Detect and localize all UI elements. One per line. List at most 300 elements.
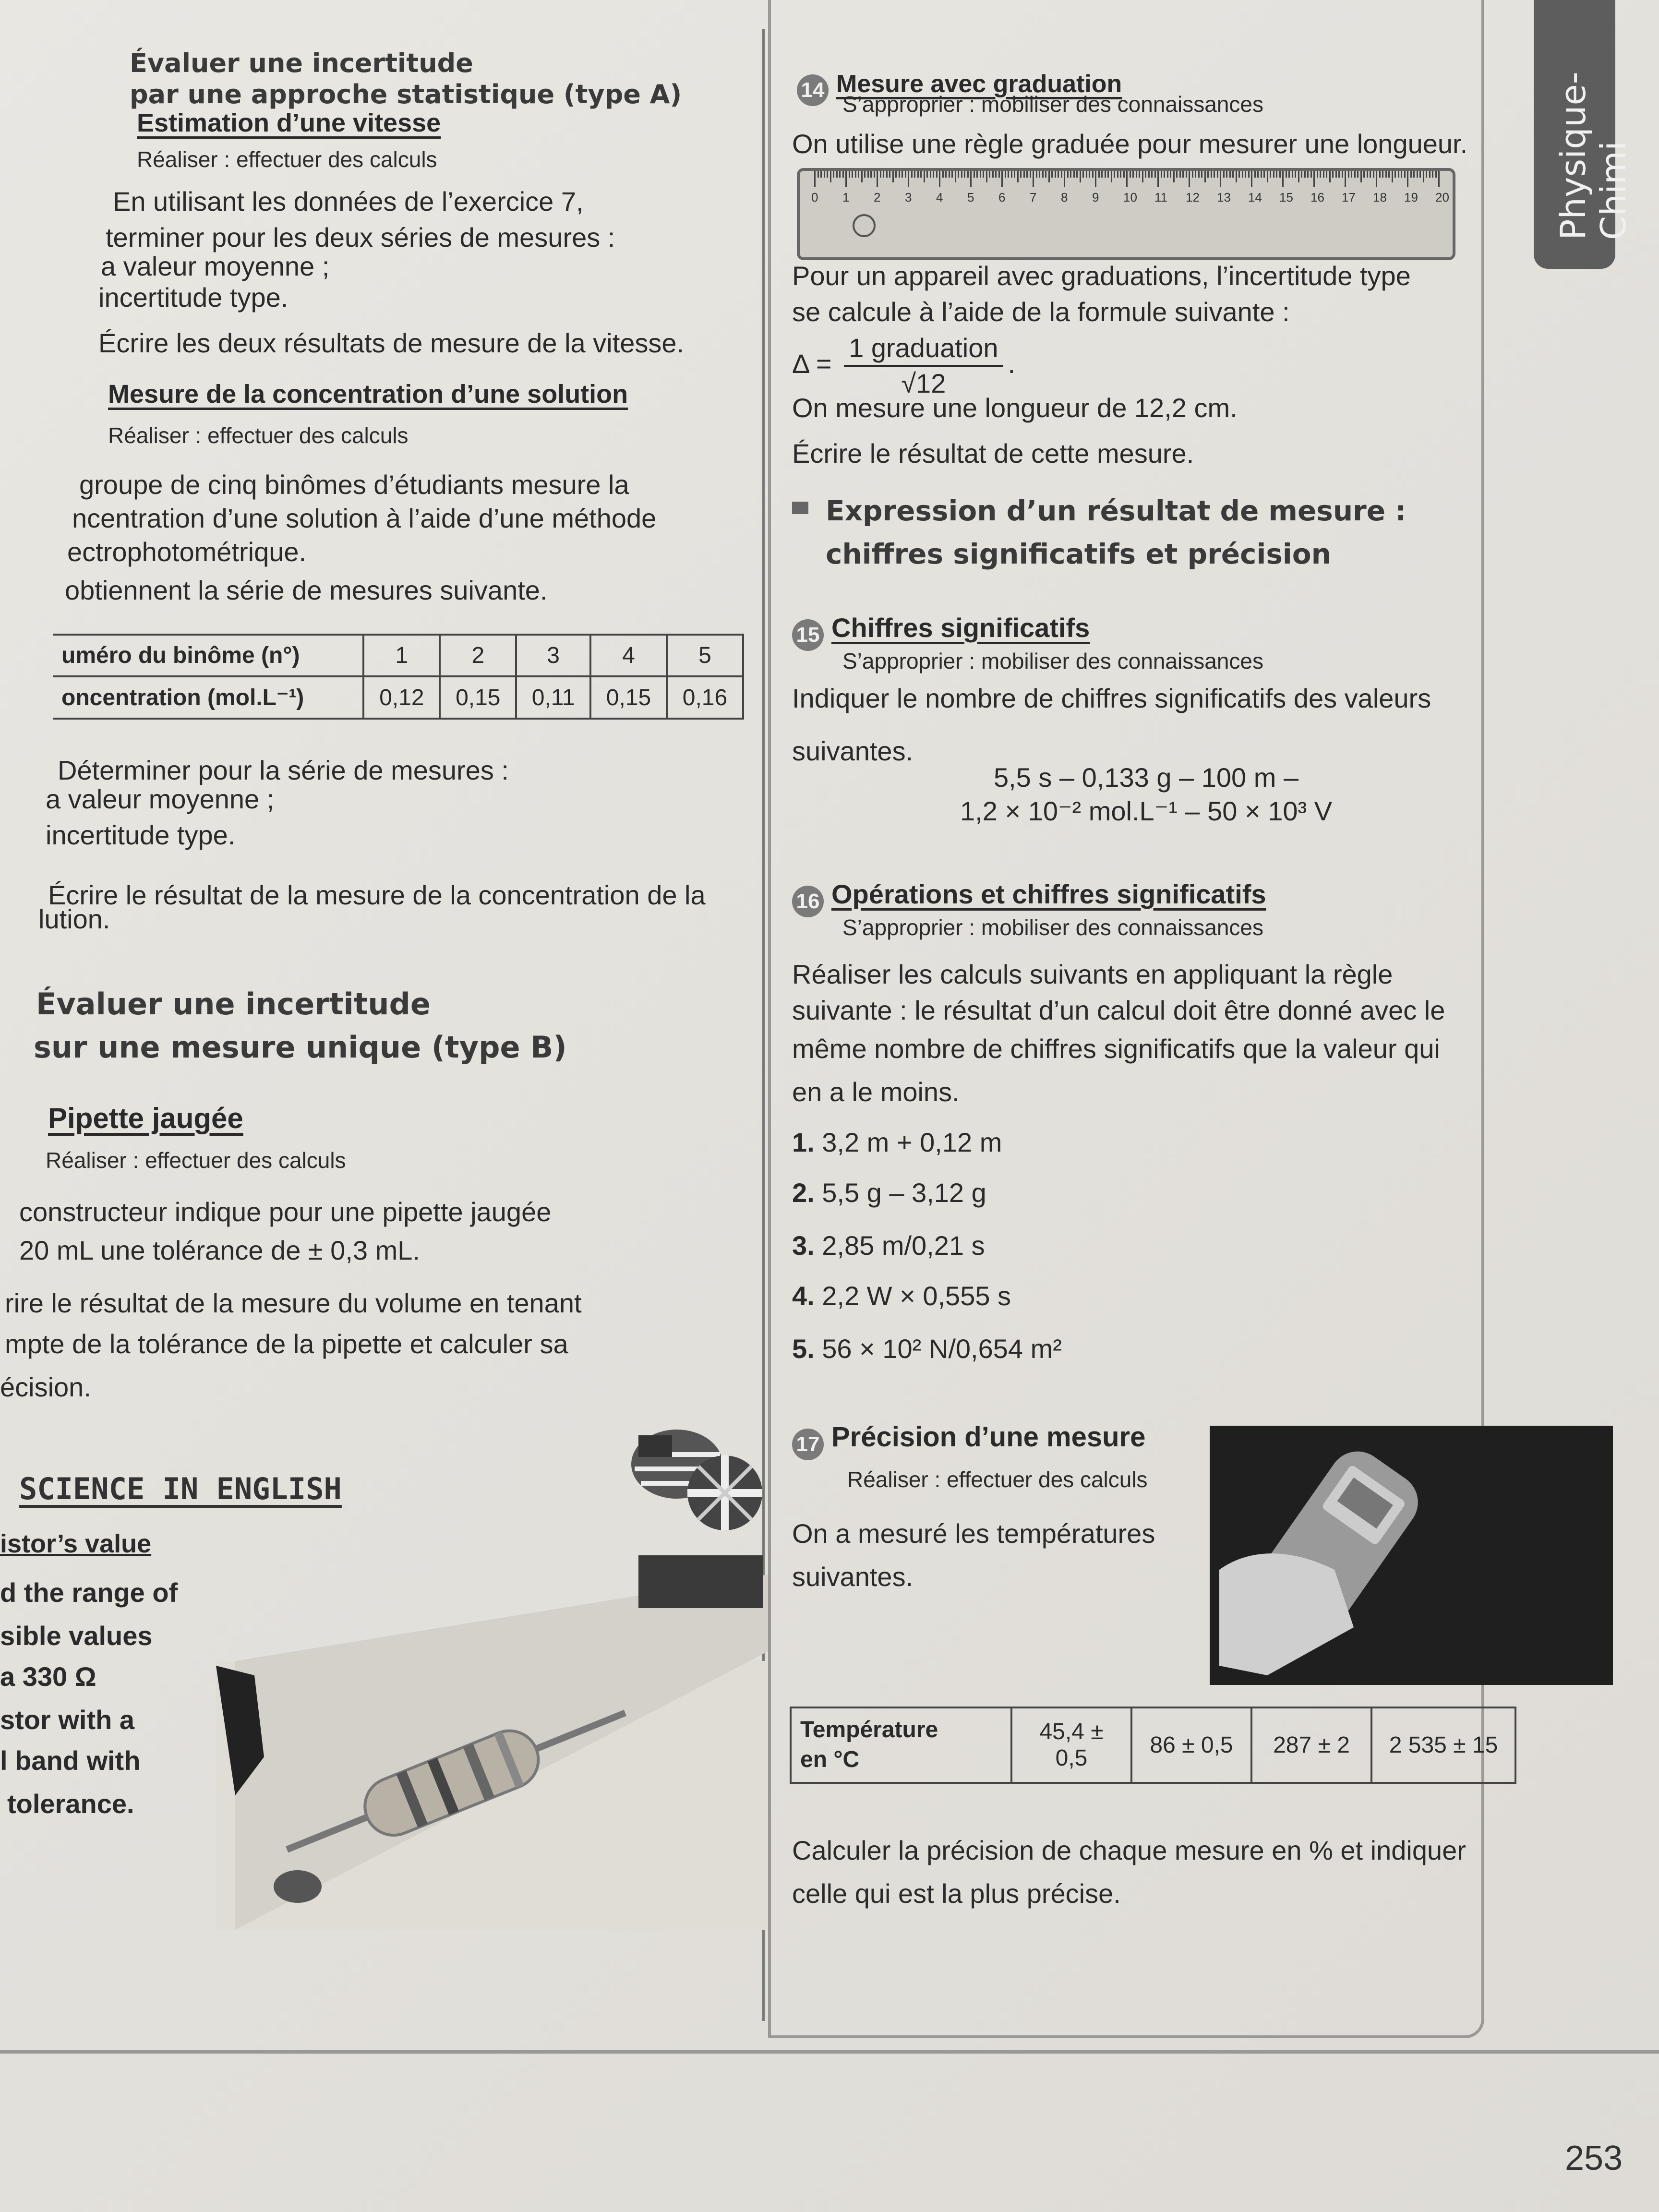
ruler-label: 2 (874, 190, 881, 204)
ruler-tick (886, 171, 888, 178)
ruler-tick (1189, 171, 1190, 187)
ruler-tick (1410, 171, 1412, 178)
ex-conc-line: groupe de cinq binômes d’étudiants mesure la (79, 469, 629, 500)
ruler-tick (936, 171, 938, 178)
ruler-tick (1270, 171, 1271, 178)
ex17-line: suivantes. (792, 1562, 914, 1592)
ruler-tick (1017, 171, 1019, 182)
ruler-tick (1117, 171, 1118, 178)
ruler-tick (833, 171, 834, 178)
ruler-tick (1342, 171, 1343, 178)
ruler-label: 6 (998, 190, 1006, 204)
english-line: stor with a (0, 1705, 135, 1735)
ruler-tick (1304, 171, 1306, 178)
ruler-tick (852, 171, 853, 178)
list-number: 3. (792, 1230, 815, 1261)
ruler-tick (1070, 171, 1071, 178)
section-bullet (792, 502, 808, 514)
ruler-tick (874, 171, 875, 178)
ruler-label: 4 (936, 190, 943, 204)
ex17-line: On a mesuré les températures (792, 1518, 1155, 1549)
ruler-tick (1082, 171, 1084, 178)
english-sub: istor’s value (0, 1529, 152, 1558)
ruler-tick (858, 171, 859, 178)
ex16-title: Opérations et chiffres significatifs (831, 879, 1266, 909)
ruler-tick (1220, 171, 1221, 187)
ruler-tick (1245, 171, 1246, 178)
ruler-tick (1207, 171, 1209, 178)
english-line: tolerance. (7, 1789, 134, 1819)
table-cell: 1 (363, 635, 440, 676)
ruler-tick (939, 171, 940, 187)
ruler-tick (1157, 171, 1159, 187)
ruler-tick (877, 171, 878, 187)
ruler-tick (905, 171, 906, 178)
ruler-tick (1338, 171, 1340, 178)
ruler-tick (1267, 171, 1268, 182)
ruler-tick (1123, 171, 1125, 178)
ruler-tick (1186, 171, 1187, 178)
ruler-tick (1107, 171, 1109, 178)
ruler-label: 13 (1217, 190, 1231, 204)
table-cell: 0,12 (363, 676, 440, 719)
ex-vitesse-title: Estimation d’une vitesse (137, 108, 441, 137)
ex-pipette-line: rire le résultat de la mesure du volume en tenant (5, 1288, 582, 1318)
ex-conc-line: incertitude type. (46, 820, 236, 850)
table-row (791, 1707, 1515, 1783)
ex16-line: Réaliser les calculs suivants en appliquant la règle (792, 959, 1393, 989)
ex15-values: 5,5 s – 0,133 g – 100 m – (994, 762, 1299, 793)
side-tab (1534, 0, 1634, 269)
ex-vitesse-line: Écrire les deux résultats de mesure de la vitesse. (98, 328, 685, 358)
ex-pipette-skill: Réaliser : effectuer des calculs (46, 1148, 346, 1173)
ruler-tick (1404, 171, 1406, 178)
ruler-tick (1254, 171, 1256, 178)
ruler-tick (986, 171, 987, 182)
english-line: a 330 Ω (0, 1661, 96, 1692)
ruler-tick (1130, 171, 1131, 178)
ruler-tick (1179, 171, 1181, 178)
ex-vitesse-skill: Réaliser : effectuer des calculs (137, 147, 437, 172)
table-cell: 0,15 (440, 676, 516, 719)
thermometer-icon (1210, 1426, 1613, 1685)
ruler-tick (920, 171, 922, 178)
ruler-tick (1373, 171, 1374, 178)
ruler-tick (1326, 171, 1327, 178)
list-text: 2,2 W × 0,555 s (822, 1281, 1011, 1311)
ruler-tick (1048, 171, 1050, 182)
ruler-tick (989, 171, 990, 178)
ex-pipette-line: constructeur indique pour une pipette jaugée (19, 1197, 552, 1227)
ruler-tick (1005, 171, 1006, 178)
ruler-tick (1398, 171, 1399, 178)
ruler-tick (1076, 171, 1078, 178)
ruler-tick (1429, 171, 1431, 178)
ex-vitesse-line: a valeur moyenne ; (101, 251, 330, 281)
ex-conc-line: ectrophotométrique. (67, 537, 307, 567)
ruler-tick (1388, 171, 1390, 178)
ruler-tick (1132, 171, 1134, 178)
ex-conc-skill: Réaliser : effectuer des calculs (108, 423, 409, 448)
ruler-label: 10 (1123, 190, 1137, 204)
ex17-header (792, 1421, 1145, 1460)
ruler-tick (1105, 171, 1106, 178)
ruler-label: 3 (905, 190, 912, 204)
ruler-tick (861, 171, 863, 182)
ruler-tick (820, 171, 822, 178)
ruler-tick (964, 171, 965, 178)
table-cell: 2 535 ± 15 (1371, 1707, 1515, 1783)
ruler-label: 17 (1342, 190, 1356, 204)
ruler-tick (845, 171, 847, 187)
ruler-tick (1192, 171, 1193, 178)
ruler-tick (1111, 171, 1112, 182)
ruler-tick (983, 171, 984, 178)
ruler-tick (1310, 171, 1312, 178)
english-line: l band with (0, 1745, 141, 1776)
ruler-tick (1313, 171, 1315, 187)
ruler-tick (1214, 171, 1215, 178)
list-item (792, 1176, 986, 1210)
list-item (792, 1279, 1011, 1313)
ruler-tick (1173, 171, 1175, 182)
ruler-tick (1086, 171, 1087, 178)
table-cell: 0,15 (590, 676, 667, 719)
ruler-tick (1292, 171, 1293, 178)
ruler-label: 8 (1061, 190, 1068, 204)
ruler-tick (1348, 171, 1349, 178)
section-b-title-1: Évaluer une incertitude (36, 986, 431, 1022)
ex14-line: Écrire le résultat de cette mesure. (792, 438, 1194, 469)
ruler-tick (1238, 171, 1240, 178)
table-cell: 0,11 (516, 676, 590, 719)
ruler-label: 18 (1373, 190, 1387, 204)
ruler-tick (951, 171, 953, 178)
ruler-tick (1382, 171, 1383, 178)
table-cell: 4 (590, 635, 667, 676)
table-label: en °C (800, 1747, 860, 1773)
ruler-tick (1217, 171, 1218, 178)
ruler-tick (1286, 171, 1287, 178)
list-text: 5,5 g – 3,12 g (822, 1178, 986, 1208)
ruler-tick (839, 171, 841, 178)
ruler-tick (1139, 171, 1140, 178)
ruler-tick (995, 171, 997, 178)
ruler-tick (1401, 171, 1402, 178)
ruler-tick (1345, 171, 1346, 187)
ruler-tick (817, 171, 819, 178)
ruler-tick (1098, 171, 1100, 178)
ruler-tick (1282, 171, 1284, 187)
ruler-hole (853, 214, 876, 237)
ex17-skill: Réaliser : effectuer des calculs (847, 1467, 1148, 1492)
ruler-tick (1148, 171, 1150, 178)
ruler-tick (1370, 171, 1371, 178)
ruler-tick (974, 171, 975, 178)
list-number: 4. (792, 1281, 815, 1311)
table-cell: 45,4 ± 0,5 (1011, 1707, 1131, 1783)
ruler-tick (1167, 171, 1168, 178)
ruler-tick (1295, 171, 1296, 178)
ruler-label: 12 (1186, 190, 1200, 204)
ruler-tick (1232, 171, 1234, 178)
ruler-tick (1357, 171, 1358, 178)
ex17-line: Calculer la précision de chaque mesure en % et indiquer (792, 1835, 1466, 1865)
ruler-tick (1288, 171, 1290, 178)
ruler-label: 0 (811, 190, 818, 204)
ruler-tick (1014, 171, 1015, 178)
ruler-tick (1195, 171, 1196, 178)
ruler-tick (855, 171, 856, 178)
ruler-tick (1317, 171, 1318, 178)
ruler-label: 9 (1092, 190, 1099, 204)
ruler-tick (1055, 171, 1056, 178)
ruler-tick (1001, 171, 1003, 187)
table-cell: 287 ± 2 (1251, 1707, 1371, 1783)
ruler-tick (1395, 171, 1396, 178)
ruler-tick (1198, 171, 1200, 178)
ruler-tick (1023, 171, 1025, 178)
ruler-tick (1320, 171, 1321, 178)
ruler-tick (1030, 171, 1031, 178)
section-c-title-1: Expression d’un résultat de mesure : (826, 494, 1407, 527)
ex14-line: se calcule à l’aide de la formule suivante : (792, 297, 1290, 327)
ruler-tick (1379, 171, 1381, 178)
ruler-tick (1426, 171, 1427, 178)
ruler-label: 11 (1154, 190, 1167, 204)
ruler-tick (1236, 171, 1237, 182)
ruler-tick (1413, 171, 1415, 178)
ex-conc-line: ncentration d’une solution à l’aide d’une méthode (72, 503, 657, 533)
concentration-table (53, 634, 744, 720)
ex-pipette-line: 20 mL une tolérance de ± 0,3 mL. (19, 1235, 420, 1265)
ruler-image (797, 168, 1455, 260)
ruler-tick (933, 171, 934, 178)
table-cell: 5 (667, 635, 743, 676)
ruler-tick (883, 171, 884, 178)
ruler-tick (998, 171, 1000, 178)
ruler-tick (1226, 171, 1227, 178)
ruler-tick (1042, 171, 1044, 178)
ruler-tick (967, 171, 969, 178)
ruler-tick (1279, 171, 1281, 178)
ruler-tick (930, 171, 931, 178)
ruler-tick (1061, 171, 1062, 178)
resistor-photo (216, 1555, 768, 1930)
ruler-tick (1251, 171, 1252, 187)
ruler-tick (1301, 171, 1302, 178)
ruler-tick (908, 171, 909, 187)
ruler-tick (980, 171, 981, 178)
ruler-tick (911, 171, 913, 178)
side-tab-label: Physique-Chimi (1553, 72, 1634, 240)
table-row (53, 676, 743, 719)
ruler-tick (895, 171, 897, 178)
ruler-tick (914, 171, 915, 178)
list-text: 3,2 m + 0,12 m (822, 1127, 1002, 1157)
ruler-tick (970, 171, 972, 187)
ex15-line: Indiquer le nombre de chiffres significatifs des valeurs (792, 683, 1431, 713)
ruler-label: 19 (1404, 190, 1418, 204)
ruler-tick (1026, 171, 1028, 178)
ex-conc-line: Déterminer pour la série de mesures : (58, 755, 509, 785)
list-number: 1. (792, 1127, 815, 1157)
ex-conc-line: lution. (38, 904, 110, 934)
ruler-tick (1363, 171, 1365, 178)
ex15-title: Chiffres significatifs (831, 613, 1090, 643)
ruler-tick (1064, 171, 1065, 187)
ruler-tick (1201, 171, 1202, 178)
section-c-title-2: chiffres significatifs et précision (826, 538, 1331, 570)
ex15-line: suivantes. (792, 736, 914, 766)
ex15-values: 1,2 × 10⁻² mol.L⁻¹ – 50 × 10³ V (960, 796, 1333, 826)
section-a-title-2: par une approche statistique (type A) (130, 79, 682, 109)
ruler-tick (1276, 171, 1277, 178)
ruler-tick (992, 171, 994, 178)
ruler-tick (1145, 171, 1146, 178)
ex15-number: 15 (792, 619, 824, 651)
ex-pipette-title: Pipette jaugée (48, 1102, 243, 1134)
ruler-tick (824, 171, 825, 178)
ex14-title: Mesure avec graduation (836, 70, 1122, 98)
ruler-tick (1073, 171, 1075, 178)
ruler-tick (917, 171, 919, 178)
list-number: 2. (792, 1178, 815, 1208)
ruler-tick (1101, 171, 1103, 178)
ruler-tick (1170, 171, 1171, 178)
english-line: d the range of (0, 1577, 178, 1608)
ruler-tick (958, 171, 959, 178)
english-line: sible values (0, 1621, 153, 1651)
table-cell (791, 1707, 1011, 1783)
ruler-tick (1008, 171, 1009, 178)
formula-lhs: Δ = (792, 348, 832, 379)
ruler-tick (945, 171, 947, 178)
table-cell: 3 (516, 635, 590, 676)
list-item (792, 1229, 985, 1262)
ruler-tick (1126, 171, 1128, 187)
ruler-tick (1095, 171, 1096, 187)
ruler-tick (1392, 171, 1393, 182)
ruler-tick (924, 171, 925, 182)
ex14-line: On mesure une longueur de 12,2 cm. (792, 393, 1238, 423)
ruler-tick (1273, 171, 1274, 178)
ex16-number: 16 (792, 886, 824, 917)
ruler-tick (1154, 171, 1156, 178)
ruler-tick (1263, 171, 1265, 178)
ruler-tick (1142, 171, 1143, 182)
ruler-tick (1164, 171, 1165, 178)
ruler-tick (1114, 171, 1115, 178)
ruler-tick (1211, 171, 1212, 178)
ruler-tick (867, 171, 869, 178)
ruler-tick (1435, 171, 1437, 178)
ruler-tick (1039, 171, 1040, 178)
ruler-tick (1120, 171, 1121, 178)
ruler-tick (1204, 171, 1206, 182)
ruler-tick (1036, 171, 1037, 178)
ruler-tick (1151, 171, 1153, 178)
ruler-tick (1080, 171, 1081, 182)
list-text: 2,85 m/0,21 s (822, 1230, 985, 1261)
formula (792, 331, 1015, 400)
table-cell: 2 (440, 635, 516, 676)
ruler-tick (1329, 171, 1331, 182)
ruler-label: 5 (967, 190, 974, 204)
ruler-tick (1423, 171, 1424, 182)
ruler-tick (942, 171, 944, 178)
list-item (792, 1332, 1062, 1366)
ruler-tick (1385, 171, 1387, 178)
ruler-tick (1419, 171, 1421, 178)
ruler-tick (1182, 171, 1184, 178)
ruler-tick (1332, 171, 1334, 178)
thermometer-photo (1210, 1426, 1613, 1685)
formula-end: . (1008, 348, 1016, 379)
ruler-tick (1051, 171, 1053, 178)
ex17-number: 17 (792, 1429, 824, 1460)
ex-vitesse-line: incertitude type. (98, 282, 289, 313)
ex16-skill: S’approprier : mobiliser des connaissances (842, 915, 1263, 940)
ruler-tick (1323, 171, 1324, 178)
section-b-title-2: sur une mesure unique (type B) (34, 1030, 567, 1065)
table-cell: 86 ± 0,5 (1131, 1707, 1251, 1783)
ruler-tick (1033, 171, 1034, 187)
ex-conc-line: a valeur moyenne ; (46, 784, 275, 814)
ex-conc-line: Écrire le résultat de la mesure de la concentration de la (48, 880, 706, 910)
ex-conc-line: obtiennent la série de mesures suivante. (65, 575, 548, 605)
ruler-tick (1020, 171, 1022, 178)
temperature-table (790, 1707, 1516, 1784)
ex-vitesse-line: terminer pour les deux séries de mesures : (106, 222, 615, 252)
table-cell: uméro du binôme (n°) (53, 635, 363, 676)
ruler-tick (1376, 171, 1377, 187)
ex14-number: 14 (797, 74, 829, 106)
ex16-line: en a le moins. (792, 1077, 960, 1107)
ruler-tick (849, 171, 850, 178)
ruler-tick (1092, 171, 1094, 178)
ruler-tick (889, 171, 890, 178)
ex16-line: même nombre de chiffres significatifs que la valeur qui (792, 1034, 1440, 1064)
ruler-label: 1 (842, 190, 850, 204)
ruler-tick (1242, 171, 1243, 178)
ruler-tick (926, 171, 928, 178)
ruler-tick (1360, 171, 1362, 182)
ruler-tick (1058, 171, 1059, 178)
formula-numerator: 1 graduation (844, 331, 1003, 367)
ruler-label: 15 (1279, 190, 1293, 204)
ruler-tick (1438, 171, 1440, 187)
ruler-tick (1351, 171, 1352, 178)
table-cell: oncentration (mol.L⁻¹) (53, 676, 363, 719)
ex14-line: Pour un appareil avec graduations, l’incertitude type (792, 261, 1411, 291)
english-title: SCIENCE IN ENGLISH (19, 1471, 342, 1506)
ex15-header (792, 612, 1090, 651)
ruler-label: 16 (1310, 190, 1324, 204)
ruler-tick (842, 171, 844, 178)
list-item (792, 1126, 1002, 1159)
ruler-tick (1298, 171, 1299, 182)
ruler-tick (1257, 171, 1259, 178)
ex16-line: suivante : le résultat d’un calcul doit être donné avec le (792, 995, 1445, 1025)
ruler-tick (1223, 171, 1225, 178)
ex17-title: Précision d’une mesure (831, 1421, 1146, 1453)
ruler-tick (1089, 171, 1090, 178)
ruler-tick (864, 171, 866, 178)
ruler-tick (1045, 171, 1046, 178)
ex-pipette-line: écision. (0, 1372, 91, 1402)
ruler-label: 20 (1435, 190, 1449, 204)
